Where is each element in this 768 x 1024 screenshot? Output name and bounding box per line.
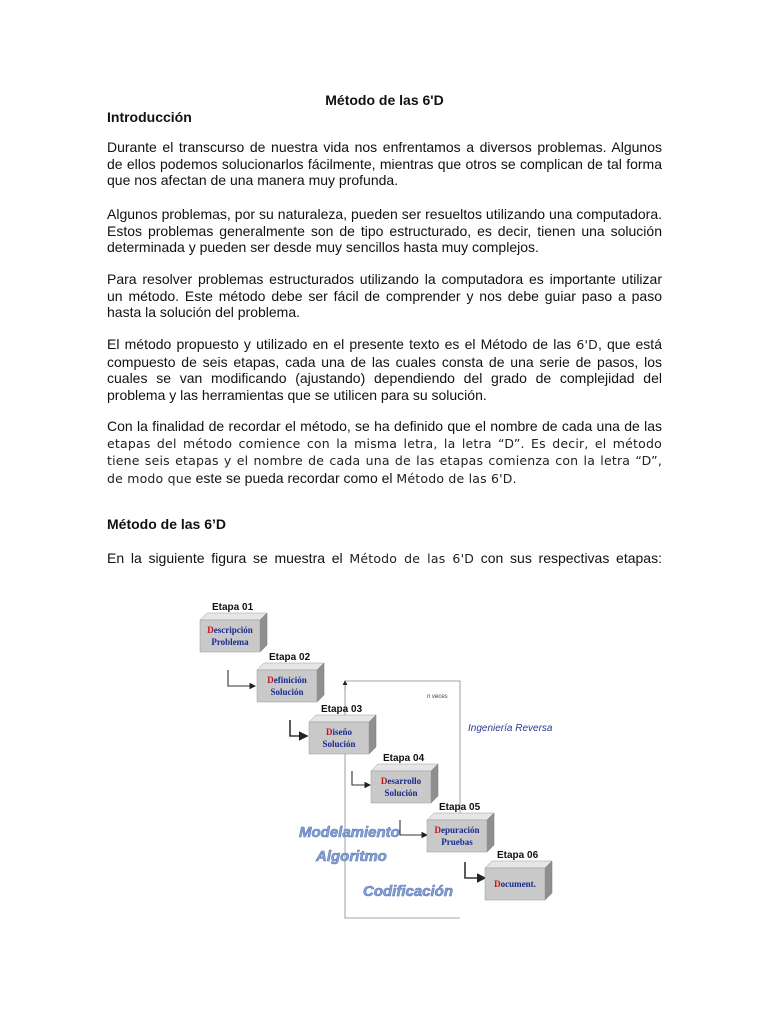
paragraph-6-c: con sus respectivas etapas:	[474, 550, 662, 566]
stage-name-line1: Definición	[267, 675, 307, 685]
stage-etapa-label: Etapa 04	[383, 753, 425, 764]
paragraph-3: Para resolver problemas estructurados utilizando la computadora es importante utilizar un método. Este método debe ser fácil de comprender y nos debe guiar paso a paso hasta la solución del problema.	[107, 271, 662, 321]
heading-method: Método de las 6’D	[107, 516, 227, 532]
stage-etapa-label: Etapa 05	[439, 802, 481, 813]
stage-name-line1: Depuración	[434, 825, 480, 835]
stage-name-line1: Diseño	[325, 727, 353, 737]
stage-box-4	[371, 753, 438, 803]
paragraph-4-b: 6'D	[576, 337, 598, 352]
stage-box-6	[485, 850, 552, 900]
stage-name-line2: Pruebas	[441, 837, 473, 847]
paragraph-4-c: , que está compuesto de seis etapas, cada una de las cuales consta de una serie de pasos, los cuales se van modificando (ajustando) dependiendo del grado de complejidad del problema y las herramientas que se utilicen para su solución.	[107, 336, 662, 404]
stage-name-line2: Problema	[211, 637, 249, 647]
stage-name-line2: Solución	[270, 687, 304, 697]
paragraph-5-c: este se pueda recordar como el	[191, 470, 397, 487]
paragraph-6-b: Método de las 6'D	[349, 551, 475, 566]
doc-title: Método de las 6'D	[325, 92, 444, 108]
modelamiento-label: Modelamiento	[299, 824, 400, 841]
paragraph-4	[107, 336, 662, 404]
stage-name-line2: Solución	[322, 739, 356, 749]
stage-name-line1: Descripción	[207, 625, 253, 635]
stage-box-5	[427, 802, 494, 852]
n-veces-label: n veces	[427, 694, 448, 700]
paragraph-4-a: El método propuesto y utilizado en el presente texto es el Método de las	[107, 336, 577, 352]
stage-etapa-label: Etapa 03	[321, 704, 363, 715]
stage-name-line2: Solución	[384, 788, 418, 798]
stage-box-3	[309, 704, 376, 754]
paragraph-5-b: etapas del método comience con la misma letra, la letra “D”. Es decir, el método tiene seis etapas y el nombre de cada una de las etapas comienza con la letra “D”, de modo que	[107, 435, 662, 487]
paragraph-5-d: Método de las 6'D	[396, 471, 513, 487]
stage-etapa-label: Etapa 02	[269, 652, 311, 663]
reverse-engineering-label: Ingeniería Reversa	[468, 723, 553, 734]
stage-name-line1: Document.	[494, 879, 536, 889]
codificacion-label: Codificación	[363, 883, 454, 900]
stage-box-1	[200, 602, 267, 652]
stage-name-line1: Desarrollo	[380, 776, 422, 786]
algoritmo-label: Algoritmo	[316, 848, 387, 865]
paragraph-6	[107, 550, 662, 568]
paragraph-5	[107, 418, 662, 488]
stage-etapa-label: Etapa 06	[497, 850, 539, 861]
paragraph-6-a: En la siguiente figura se muestra el	[107, 550, 350, 566]
paragraph-5-e: .	[512, 470, 517, 487]
paragraph-5-a: Con la finalidad de recordar el método, se ha definido que el nombre de cada una de las	[107, 418, 662, 434]
stage-box-2	[257, 652, 324, 702]
stage-etapa-label: Etapa 01	[212, 602, 254, 613]
paragraph-2: Algunos problemas, por su naturaleza, pueden ser resueltos utilizando una computadora. Estos problemas generalmente son de tipo estructurado, es decir, tienen una solución determinada y pueden ser desde muy sencillos hasta muy complejos.	[107, 206, 662, 256]
six-d-method-figure	[195, 598, 575, 928]
paragraph-1: Durante el transcurso de nuestra vida nos enfrentamos a diversos problemas. Algunos de ellos podemos solucionarlos fácilmente, mientras que otros se complican de tal forma que nos afectan de una manera muy profunda.	[107, 139, 662, 189]
heading-intro: Introducción	[107, 109, 192, 125]
